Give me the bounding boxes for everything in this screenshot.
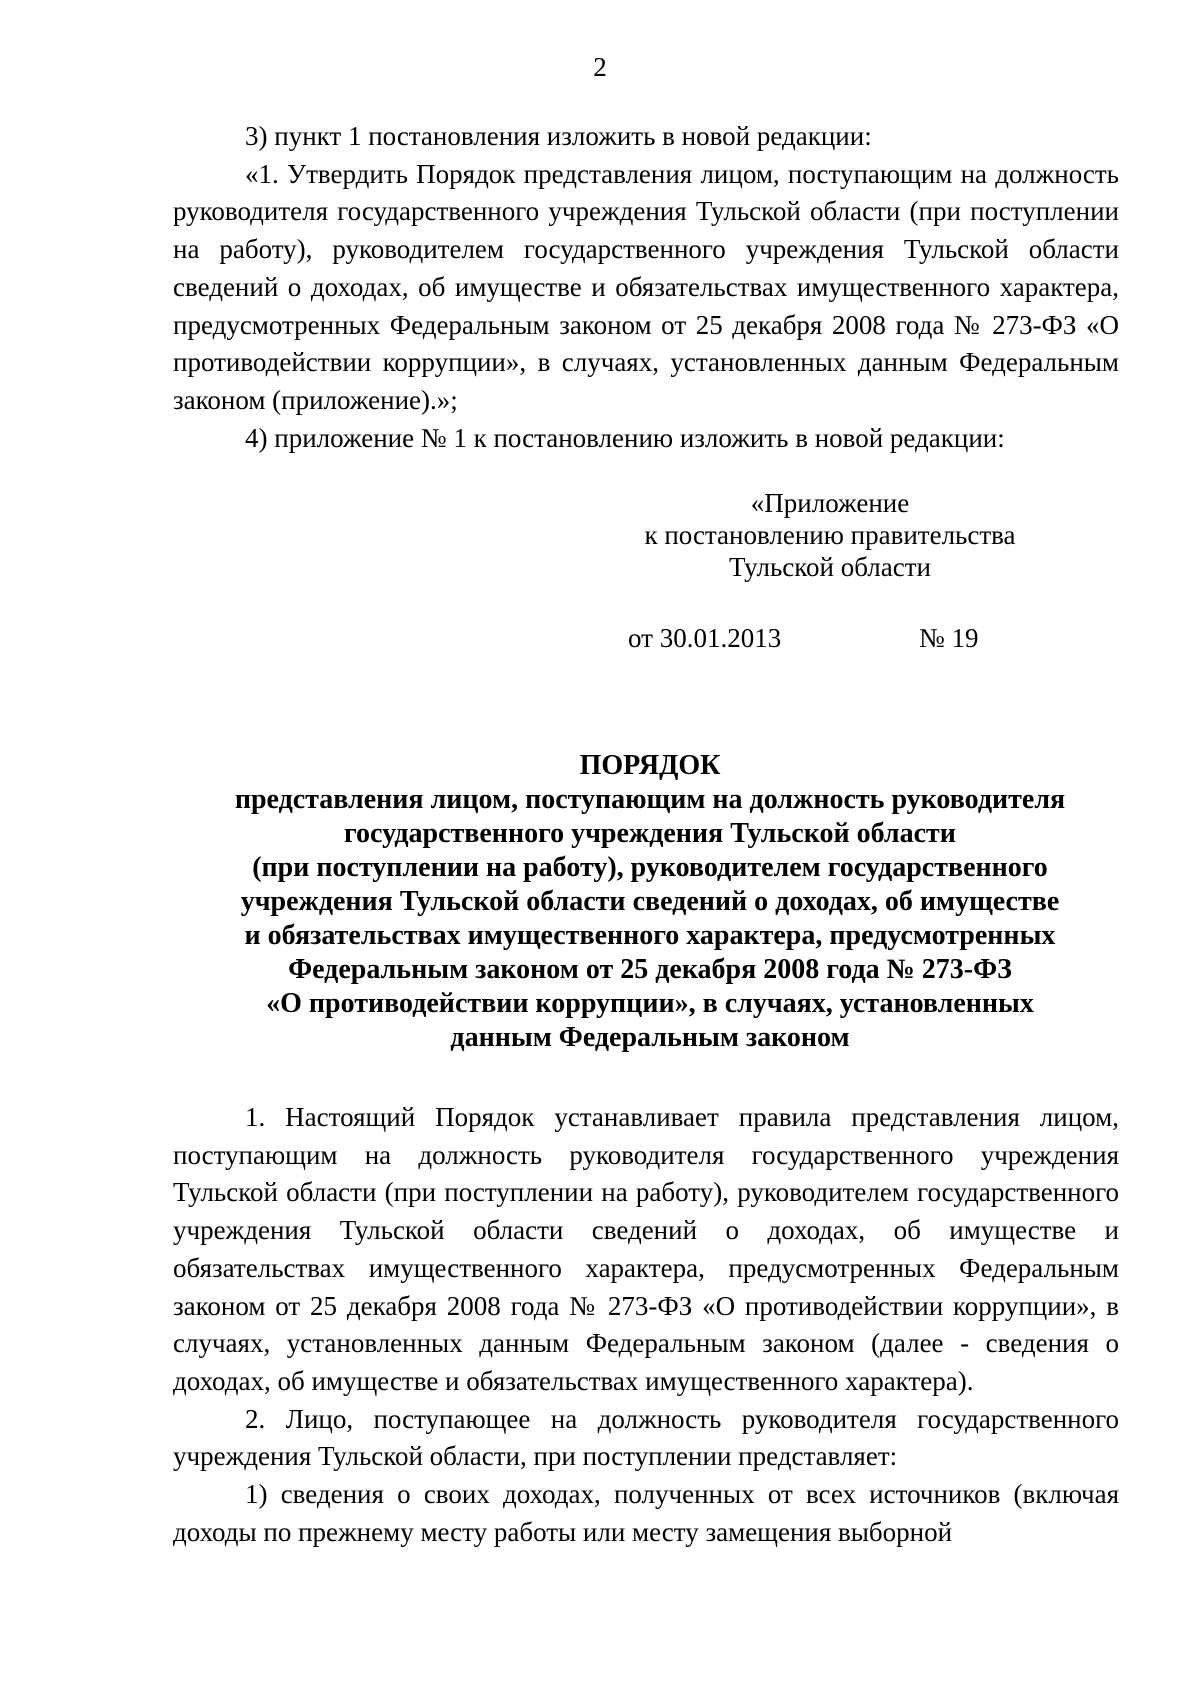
body-paragraph: 1. Настоящий Порядок устанавливает правила представления лицом, поступающим на должность руководителя государственного учреждения Тульской области (при поступлении на работу), руководителем государственного учреждения Тульской области сведений о доходах, об имуществе и обязательствах имущественного характера, предусмотренных Федеральным законом от 25 декабря 2008 года № 273-ФЗ «О противодействии коррупции», в случаях, установленных данным Федеральным законом (далее - сведения о доходах, об имуществе и обязательствах имущественного характера). xyxy=(173,1102,1119,1396)
appendix-number: № 19 xyxy=(919,623,979,653)
order-title xyxy=(0,749,1200,1055)
amendments-block xyxy=(173,118,1119,457)
order-heading: ПОРЯДОК xyxy=(579,750,721,781)
appendix-line: «Приложение xyxy=(750,488,910,518)
order-subtitle: представления лицом, поступающим на должность руководителя государственного учреждения Тульской области (при поступлении на работу), руководителем государственного учреждения Тульской области сведений о доходах, об имуществе и обязательствах имущественного характера, предусмотренных Федеральным законом от 25 декабря 2008 года № 273-ФЗ «О противодействии коррупции», в случаях, установленных данным Федеральным законом xyxy=(234,784,1066,1053)
page-number: 2 xyxy=(593,52,607,82)
amendment-paragraph: 4) приложение № 1 к постановлению изложить в новой редакции: xyxy=(245,422,1005,453)
amendment-paragraph: «1. Утвердить Порядок представления лицом, поступающим на должность руководителя государственного учреждения Тульской области (при поступлении на работу), руководителем государственного учреждения Тульской области сведений о доходах, об имуществе и обязательствах имущественного характера, предусмотренных Федеральным законом от 25 декабря 2008 года № 273-ФЗ «О противодействии коррупции», в случаях, установленных данным Федеральным законом (приложение).»; xyxy=(173,158,1119,415)
body-paragraph: 2. Лицо, поступающее на должность руководителя государственного учреждения Тульской области, при поступлении представляет: xyxy=(173,1403,1119,1472)
appendix-line: Тульской области xyxy=(729,552,931,582)
order-body xyxy=(173,1099,1119,1551)
appendix-caption xyxy=(620,487,1040,583)
appendix-line: к постановлению правительства xyxy=(644,520,1016,550)
amendment-paragraph: 3) пункт 1 постановления изложить в новой редакции: xyxy=(245,121,872,151)
body-paragraph: 1) сведения о своих доходах, полученных от всех источников (включая доходы по прежнему месту работы или месту замещения выборной xyxy=(173,1479,1119,1547)
appendix-date: от 30.01.2013 xyxy=(628,623,782,653)
